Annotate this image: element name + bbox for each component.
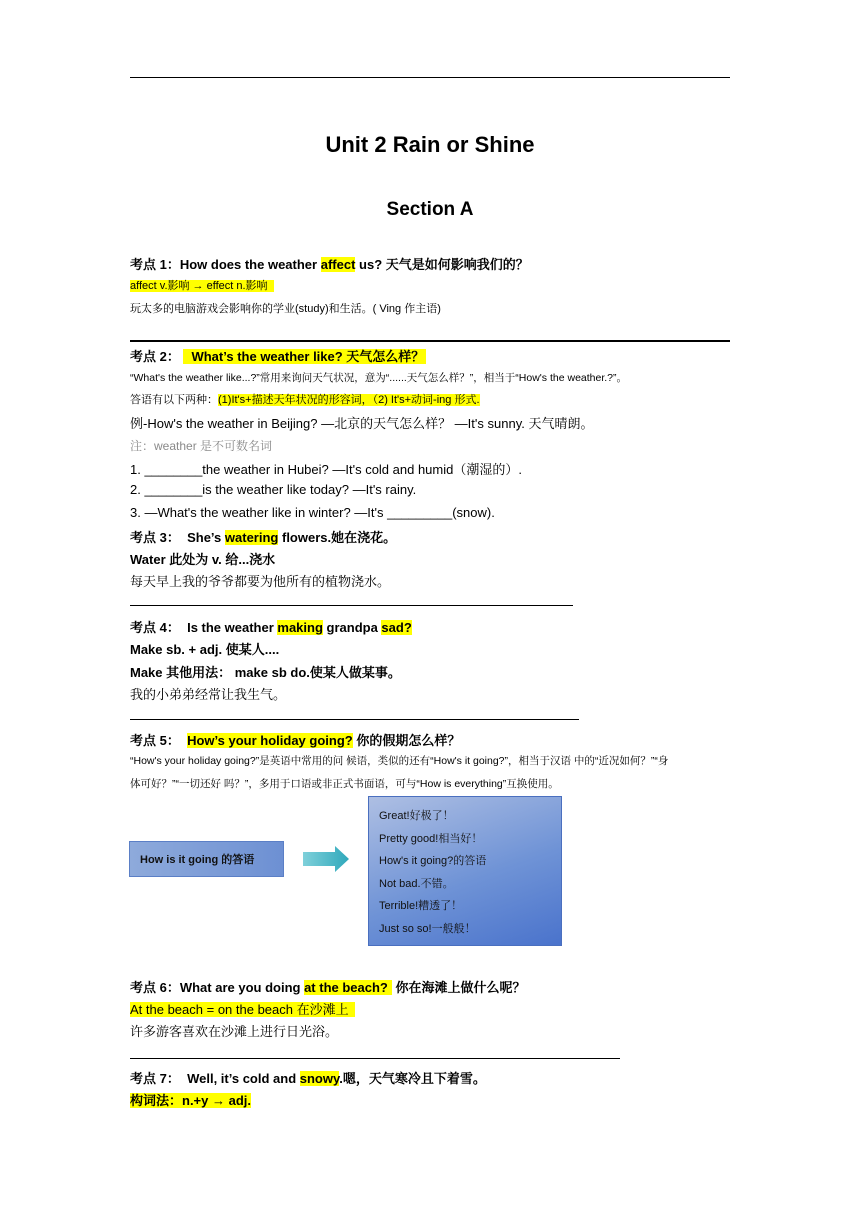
answers-label: How is it going 的答语 (140, 854, 255, 866)
right-arrow-icon (303, 846, 349, 872)
answer-line-4 (130, 719, 579, 720)
point-1-heading: 考点 1：How does the weather affect us? 天气是如何影响我们的？ (130, 257, 529, 272)
answer-item: Great!好极了！ (379, 810, 454, 822)
point-2-heading: 考点 2： What’s the weather like? 天气怎么样？ (130, 349, 425, 364)
point-2-explanation: “What's the weather like...?”常用来询问天气状况，意为“......天气怎么样？”，相当于“How's the weather.?”。 (130, 372, 628, 384)
point-5-explanation-1: “How's your holiday going?”是英语中常用的问 候语，类似的还有“How's it going?”，相当于汉语 中的“近况如何？”“身 (130, 755, 669, 767)
point-4-exercise: 我的小弟弟经常让我生气。 (130, 687, 287, 702)
answer-line-3 (130, 605, 573, 606)
point-2-note: 注：weather 是不可数名词 (130, 439, 273, 453)
answer-line-6 (130, 1058, 620, 1059)
section-heading: Section A (386, 199, 474, 220)
point-3-heading: 考点 3： She’s watering flowers.她在浇花。 (130, 530, 397, 545)
page-title: Unit 2 Rain or Shine (325, 132, 535, 157)
point-4-rule-2: Make 其他用法： make sb do.使某人做某事。 (130, 665, 401, 680)
answer-item: Pretty good!相当好！ (379, 832, 483, 845)
point-7-rule: 构词法：n.+y → adj. (130, 1093, 251, 1108)
point-2-answers: 答语有以下两种：(1)It's+描述天年状况的形容词，（2) It's+动词-ing 形式. (130, 394, 480, 406)
point-7-heading: 考点 7： Well, it’s cold and snowy.嗯，天气寒冷且下着雪。 (130, 1071, 486, 1086)
point-2-example: 例-How's the weather in Beijing? —北京的天气怎么样？ —It's sunny. 天气晴朗。 (130, 416, 594, 431)
point-6-exercise: 许多游客喜欢在沙滩上进行日光浴。 (130, 1024, 339, 1039)
point-1-exercise: 玩太多的电脑游戏会影响你的学业(study)和生活。( Ving 作主语) (130, 303, 441, 315)
point-3-exercise: 每天早上我的爷爷都要为他所有的植物浇水。 (130, 574, 391, 589)
point-1-vocab: affect v.影响 → effect n.影响 (130, 277, 274, 293)
point-6-heading: 考点 6：What are you doing at the beach? 你在海滩上做什么呢？ (130, 980, 526, 995)
answer-item: Terrible!糟透了！ (379, 900, 463, 913)
answer-item: Not bad.不错。 (379, 877, 454, 890)
point-4-rule-1: Make sb. + adj. 使某人.... (130, 642, 280, 657)
point-2-exercise-2: 2. ________is the weather like today? —It's rainy. (130, 482, 417, 497)
point-4-heading: 考点 4： Is the weather making grandpa sad? (130, 620, 412, 635)
point-3-rule: Water 此处为 v. 给...浇水 (130, 552, 276, 567)
answers-list-box (368, 796, 562, 946)
header-rule (130, 77, 730, 78)
point-2-exercise-3: 3. —What's the weather like in winter? —It's _________(snow). (130, 505, 495, 520)
point-5-heading: 考点 5： How’s your holiday going? 你的假期怎么样？ (130, 733, 461, 748)
point-6-rule: At the beach = on the beach 在沙滩上 (130, 999, 355, 1018)
answer-item: Just so so!一般般！ (379, 922, 476, 935)
point-2-exercise-1: 1. ________the weather in Hubei? —It's cold and humid（潮湿的）. (130, 462, 522, 477)
section-divider (130, 340, 730, 342)
point-5-explanation-2: 体可好？”“一切还好 吗？”，多用于口语或非正式书面语，可与“How is everything”互换使用。 (130, 778, 559, 790)
answer-item: How's it going?的答语 (379, 855, 487, 868)
answers-label-box (129, 841, 284, 877)
